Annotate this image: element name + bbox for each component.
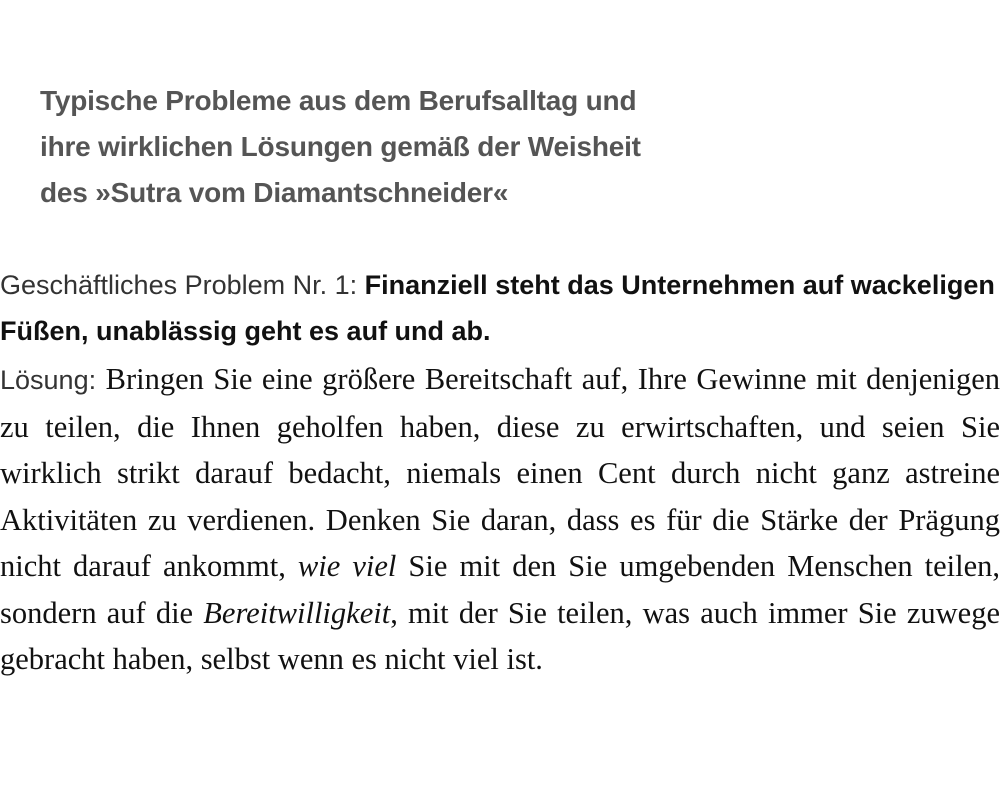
heading-line-1: Typische Probleme aus dem Berufsalltag und [40,85,637,116]
solution-emphasis-2: Bereitwilligkeit [203,595,391,630]
problem-label: Geschäftliches Problem Nr. 1: [0,270,358,300]
section-heading [40,78,760,216]
heading-line-3: des »Sutra vom Diamantschneider« [40,177,509,208]
solution-text-part-1: Bringen Sie eine größere Bereitschaft auf, Ihre Gewinne mit denjenigen zu teilen, die Ihnen geholfen haben, diese zu erwirtschaften, und seien Sie wirklich strikt darauf bedacht, niemals einen Cent durch nicht ganz astreine Aktivitäten zu verdienen. Denken Sie daran, dass es für die Stärke der Prägung nicht darauf ankommt, [0,362,1000,583]
heading-line-2: ihre wirklichen Lösungen gemäß der Weisheit [40,131,641,162]
solution-text-part-3: , mit der Sie teilen, was auch immer Sie zuwege gebracht haben, selbst wenn es nicht viel ist. [0,595,1000,676]
solution-label: Lösung: [0,365,97,395]
problem-text: Finanziell steht das Unternehmen auf wackeligen Füßen, unablässig geht es auf und ab. [0,270,995,346]
solution-text-part-2: Sie mit den Sie umgebenden Menschen teilen, sondern auf die [0,549,1000,630]
problem-paragraph [0,262,1000,354]
solution-paragraph [0,356,1000,683]
solution-emphasis-1: wie viel [297,549,397,583]
